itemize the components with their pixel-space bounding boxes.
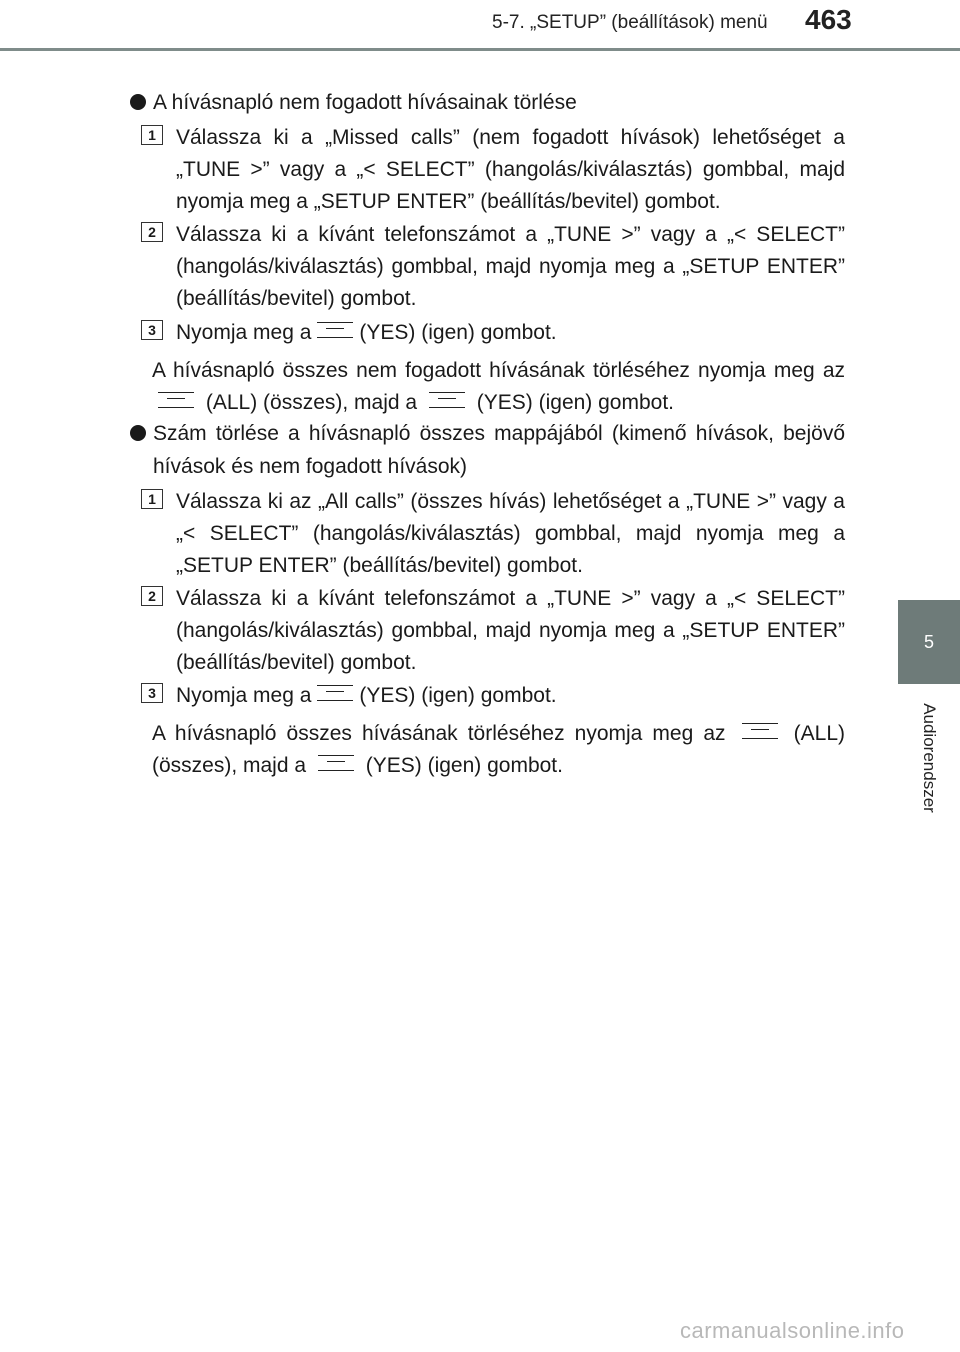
step-text: Válassza ki a „Missed calls” (nem fogadott hívások) lehetőséget a „TUNE >” vagy a „< SELECT” (hangolás/kiválasztás) gombbal, majd nyomja meg a „SETUP ENTER” (beállítás/bevitel) gombot. bbox=[176, 126, 845, 213]
step-number-badge: 2 bbox=[141, 222, 163, 242]
note-text: A hívásnapló összes hívásának törléséhez nyomja meg az (ALL) (összes), majd a (YES) (igen) gombot. bbox=[152, 722, 845, 777]
step-number-badge: 3 bbox=[141, 320, 163, 340]
step-number-badge: 1 bbox=[141, 489, 163, 509]
step-text: Nyomja meg a (YES) (igen) gombot. bbox=[176, 321, 557, 344]
step-item bbox=[141, 583, 845, 679]
chapter-tab bbox=[898, 600, 960, 684]
yes-button-icon bbox=[317, 685, 353, 701]
yes-button-icon bbox=[318, 755, 354, 771]
all-button-icon bbox=[742, 723, 778, 739]
step-text: Nyomja meg a (YES) (igen) gombot. bbox=[176, 684, 557, 707]
yes-button-icon bbox=[317, 322, 353, 338]
bullet-icon bbox=[130, 425, 146, 441]
section-title: 5-7. „SETUP” (beállítások) menü bbox=[492, 12, 768, 33]
step-text: Válassza ki az „All calls” (összes hívás) lehetőséget a „TUNE >” vagy a „< SELECT” (hangolás/kiválasztás) gombbal, majd nyomja meg a „SETUP ENTER” (beállítás/bevitel) gombot. bbox=[176, 490, 845, 577]
page-number: 463 bbox=[805, 4, 852, 35]
note-text: A hívásnapló összes nem fogadott hívásának törléséhez nyomja meg az (ALL) (összes), majd a (YES) (igen) gombot. bbox=[152, 359, 845, 414]
step-text: Válassza ki a kívánt telefonszámot a „TUNE >” vagy a „< SELECT” (hangolás/kiválasztás) gombbal, majd nyomja meg a „SETUP ENTER” (beállítás/bevitel) gombot. bbox=[176, 223, 845, 310]
step-item bbox=[141, 317, 845, 349]
step-item bbox=[141, 680, 845, 712]
step-item bbox=[141, 486, 845, 582]
section-heading: Szám törlése a hívásnapló összes mappájából (kimenő hívások, bejövő hívások és nem fogadott hívások) bbox=[130, 417, 845, 483]
step-item bbox=[141, 219, 845, 315]
step-text: Válassza ki a kívánt telefonszámot a „TUNE >” vagy a „< SELECT” (hangolás/kiválasztás) gombbal, majd nyomja meg a „SETUP ENTER” (beállítás/bevitel) gombot. bbox=[176, 587, 845, 674]
step-number-badge: 3 bbox=[141, 683, 163, 703]
section-heading: A hívásnapló nem fogadott hívásainak törlése bbox=[130, 86, 845, 119]
bullet-icon bbox=[130, 94, 146, 110]
chapter-number: 5 bbox=[923, 631, 934, 652]
step-number-badge: 2 bbox=[141, 586, 163, 606]
all-button-icon bbox=[158, 392, 194, 408]
step-item bbox=[141, 122, 845, 218]
footer-watermark: carmanualsonline.info bbox=[680, 1318, 905, 1343]
chapter-label: Audiorendszer bbox=[920, 703, 939, 813]
step-number-badge: 1 bbox=[141, 125, 163, 145]
header-divider bbox=[0, 48, 960, 51]
yes-button-icon bbox=[429, 392, 465, 408]
